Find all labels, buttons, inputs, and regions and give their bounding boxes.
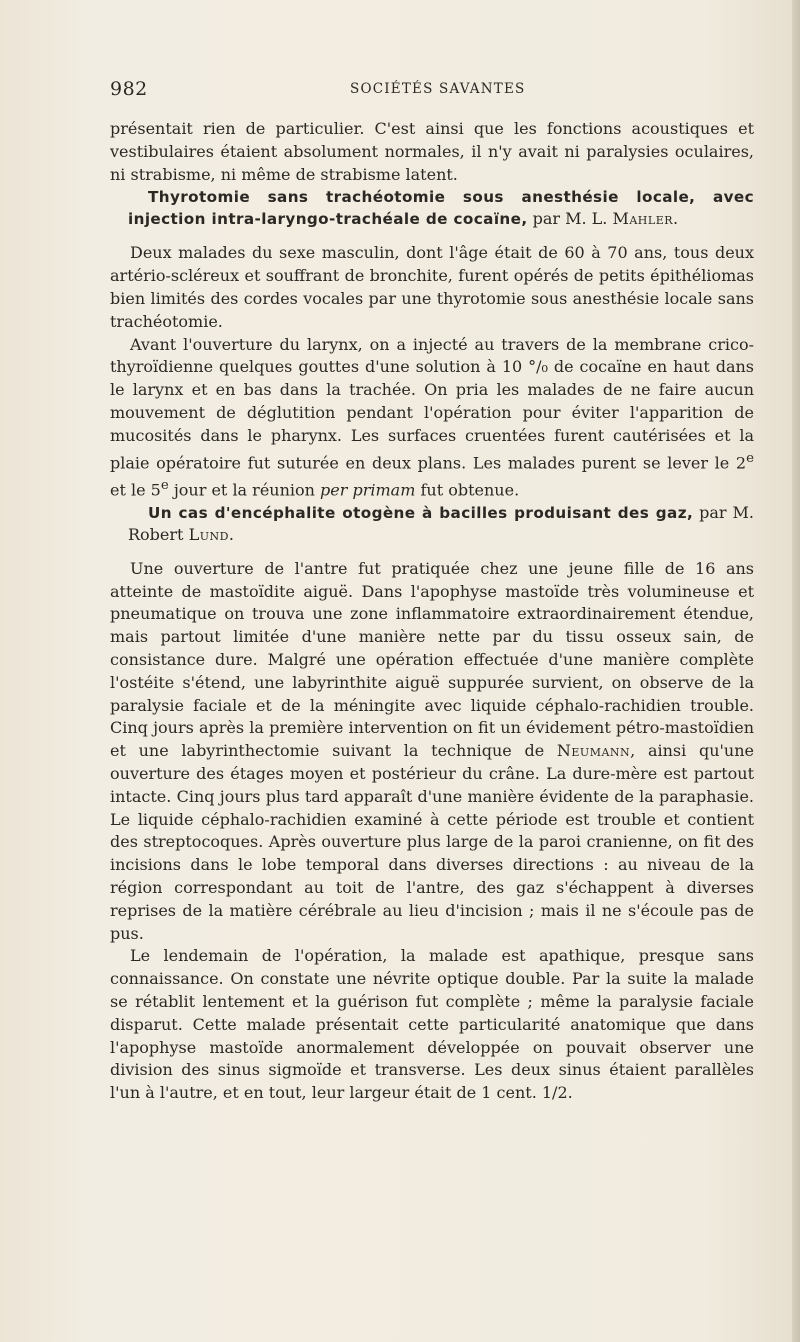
article-byline: par M. L. [532,209,608,229]
author-period: . [228,524,234,544]
article-heading-thyrotomie [110,186,754,230]
italic-phrase: per primam [320,480,416,500]
article-paragraph [110,558,754,946]
article-heading-encephalite [110,502,754,546]
text-run: Avant l'ouverture du larynx, on a injecté au travers de la membrane crico-thyroïdienne quelques gouttes d'une solution à 10 °/₀ de cocaïne en haut dans le larynx et en bas dans la trachée. On pria les malades de ne faire aucun mouvement de déglutition pendant l'opération pour éviter l'apparition de mucosités dans le pharynx. Les surfaces cruentées furent cautérisées et la plaie opératoire fut suturée en deux plans. Les malades purent se lever le 2 [110,334,754,472]
page-number: 982 [110,78,148,100]
author-period: . [673,209,679,229]
cited-name: Neumann [556,741,631,761]
article-author: Mahler [612,209,674,229]
page-header [110,78,754,106]
text-run: jour et la réunion [168,480,321,500]
article-title: Un cas d'encéphalite otogène à bacilles produisant des gaz, [148,503,694,522]
superscript: e [746,450,754,466]
text-run: fut obtenue. [415,480,520,500]
article-paragraph [110,334,754,502]
article-title: Thyrotomie sans trachéotomie sous anesthésie locale, avec injection intra-laryngo-trachéale de cocaïne, [128,188,754,229]
article-author: Lund [188,524,229,544]
text-run: , ainsi qu'une ouverture des étages moyen et postérieur du crâne. La dure-mère est partout intacte. Cinq jours plus tard apparaît d'une manière évidente de la paraphasie. Le liquide céphalo-rachidien examiné à cette période est trouble et contient des streptocoques. Après ouverture plus large de la paroi cranienne, on fit des incisions dans le lobe temporal dans diverses directions : au niveau de la région correspondant au toit de l'antre, des gaz s'échappent à diverses reprises de la matière cérébrale au lieu d'incision ; mais il ne s'écoule pas de pus. [110,741,755,943]
superscript: e [160,477,169,493]
article-paragraph: Le lendemain de l'opération, la malade est apathique, presque sans connaissance. On constate une névrite optique double. Par la suite la malade se rétablit lentement et la guérison fut complète ; même la paralysie faciale disparut. Cette malade présentait cette particularité anatomique que dans l'apophyse mastoïde anormalement développée on pouvait observer une division des sinus sigmoïde et transverse. Les deux sinus étaient parallèles l'un à l'autre, et en tout, leur largeur était de 1 cent. 1/2. [110,946,754,1103]
text-run: et le 5 [110,480,161,500]
page-body [110,118,754,1105]
text-run: Une ouverture de l'antre fut pratiquée chez une jeune fille de 16 ans atteinte de mastoïdite aiguë. Dans l'apophyse mastoïde très volumineuse et pneumatique on trouva une zone inflammatoire extraordinairement étendue, mais partout limitée d'une manière nette par du tissu osseux sain, de consistance dure. Malgré une opération effectuée d'une manière complète l'ostéite s'étend, une labyrinthite aiguë suppurée survient, on observe de la paralysie faciale et de la méningite avec liquide céphalo-rachidien trouble. Cinq jours après la première intervention on fit un évidement pétro-mastoïdien et une labyrinthectomie suivant la technique de [110,558,754,761]
page-edge-shadow [792,0,800,1342]
running-title: SOCIÉTÉS SAVANTES [350,81,526,97]
article-paragraph: Deux malades du sexe masculin, dont l'âge était de 60 à 70 ans, tous deux artério-scléreux et souffrant de bronchite, furent opérés de petits épithéliomas bien limités des cordes vocales par une thyrotomie sous anesthésie locale sans trachéotomie. [110,243,754,331]
article-byline: par M. Robert [128,502,755,544]
intro-paragraph: présentait rien de particulier. C'est ainsi que les fonctions acoustiques et vestibulaires étaient absolument normales, il n'y avait ni paralysies oculaires, ni strabisme, ni même de strabisme latent. [110,119,754,184]
